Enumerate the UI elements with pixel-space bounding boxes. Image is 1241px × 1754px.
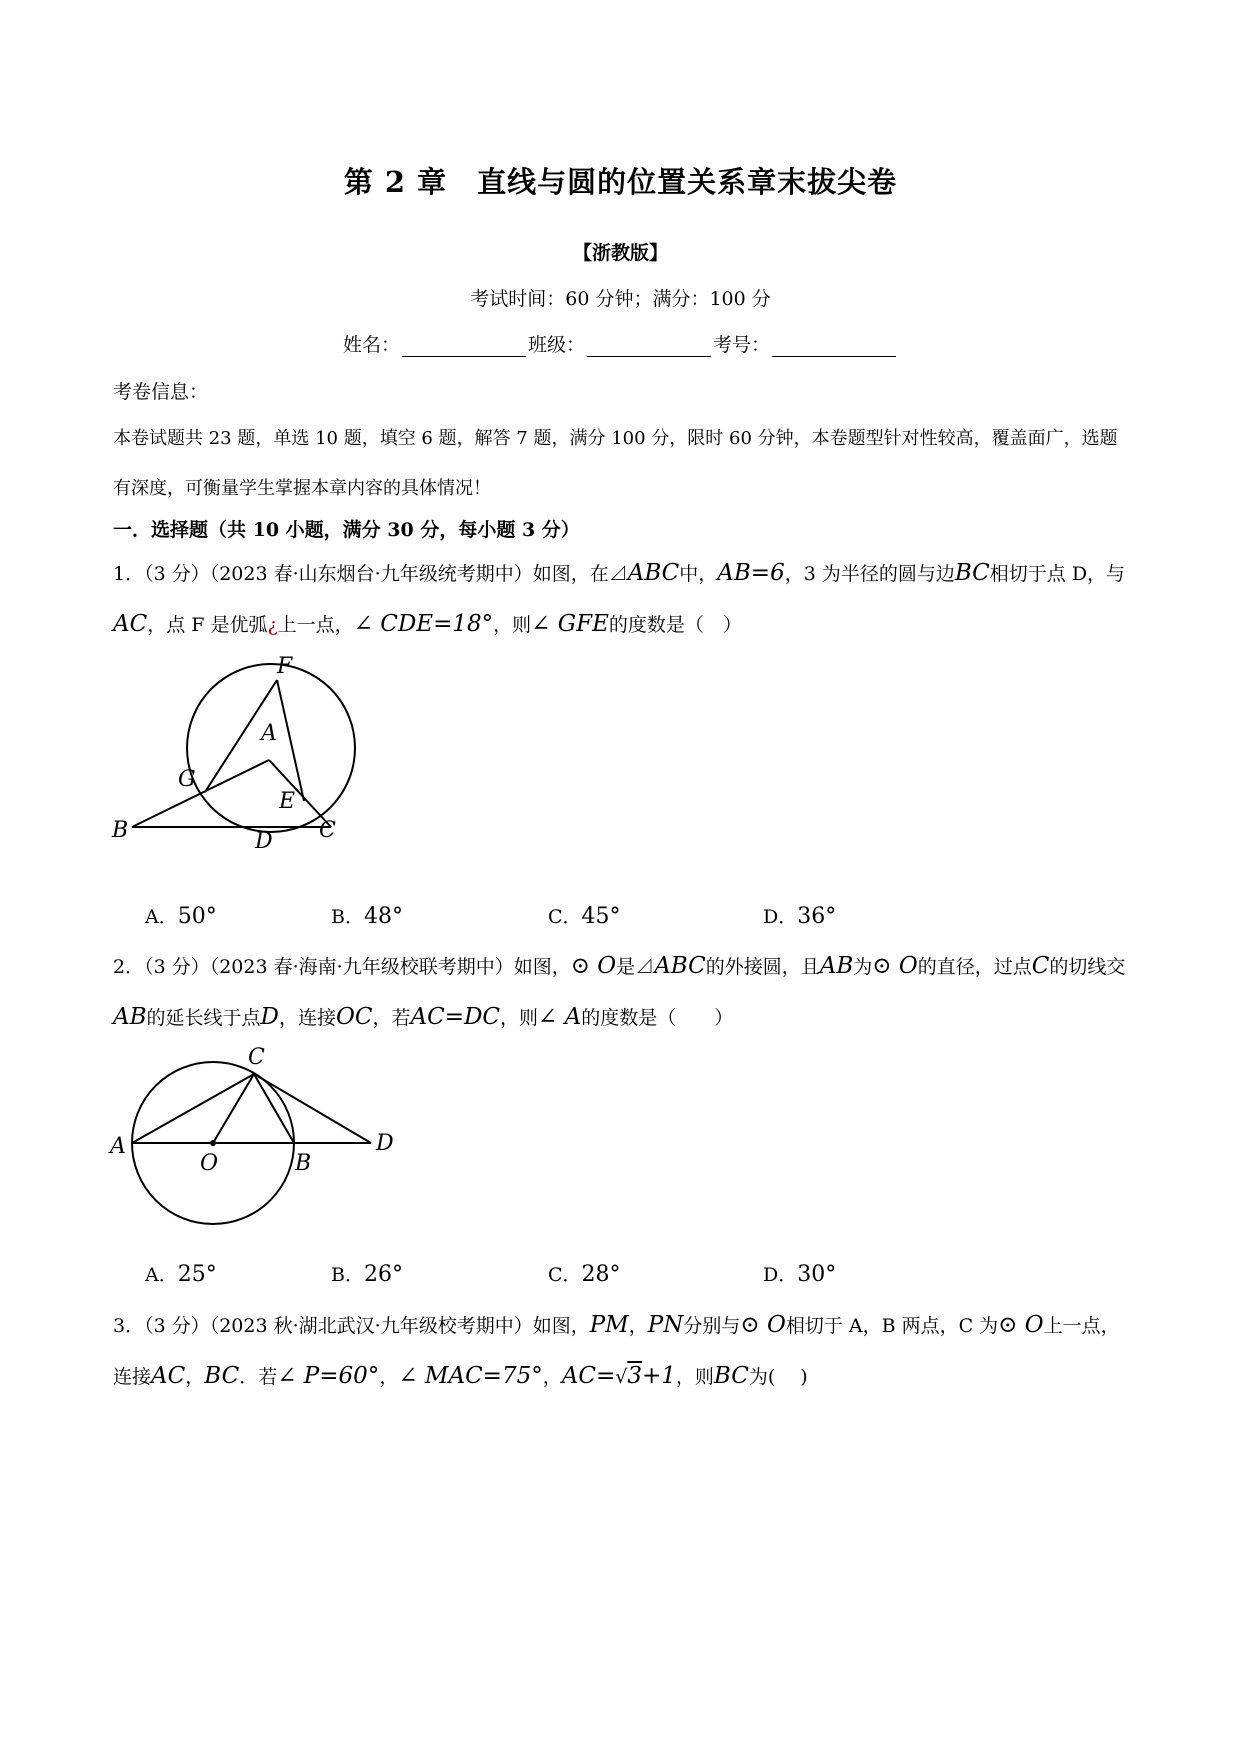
option-value: 25° [177,1262,217,1287]
q2-option-a[interactable] [145,1260,217,1287]
fig2-center-dot [210,1140,216,1146]
triangle-symbol: ⊿ [608,563,628,585]
math-angle-cde: ∠ CDE [353,611,434,637]
q2-option-d[interactable] [763,1260,836,1287]
q1-prefix: 1．（3 分）（2023 春·山东烟台·九年级统考期中）如图，在 [113,563,609,585]
q1-text: 的度数是（ ） [608,614,742,636]
q2-text: 的切线交 [1049,956,1126,978]
fig2-label-C: C [248,1045,265,1070]
math-eq: = [595,1363,616,1389]
math-eq6: =6 [750,560,785,586]
option-value: 50° [177,904,217,929]
q3-text: 上一点，连接 [113,1315,1120,1388]
name-label: 姓名： [342,334,400,356]
option-label: A． [145,1264,178,1286]
q3-prefix: 3．（3 分）（2023 秋·湖北武汉·九年级校考期中）如图， [113,1315,590,1337]
q1-text: ，点 F 是优弧 [147,614,268,636]
math-d: D [260,1004,279,1030]
fig2-line-cd [254,1074,371,1143]
math-angle-gfe: ∠ GFE [531,611,609,637]
math-eq18: =18° [433,611,494,637]
math-circle-o: ⊙ O [740,1312,786,1338]
q3-text: ， [185,1366,205,1388]
math-angle-a: ∠ A [538,1004,582,1030]
math-circle-o: ⊙ O [998,1312,1044,1338]
option-value: 28° [581,1262,621,1287]
option-value: 48° [363,904,403,929]
q3-text: 相切于 A，B 两点，C 为 [785,1315,999,1337]
option-value: 36° [797,904,837,929]
question-2-text [113,941,1133,1043]
option-label: B． [331,906,364,928]
fig2-line-oc [213,1074,254,1143]
math-oc: OC [336,1004,373,1030]
math-eq75: =75° [482,1363,543,1389]
fig2-line-cb [254,1074,294,1143]
option-value: 30° [797,1262,837,1287]
math-circle-o: ⊙ O [570,953,617,979]
q2-text: 的直径，过点 [917,956,1032,978]
q1-option-c[interactable] [548,902,621,929]
q2-text: ，则 [500,1007,539,1029]
q2-text: 为 [853,956,873,978]
math-bc: BC [204,1363,240,1389]
q1-option-a[interactable] [145,902,217,929]
option-label: A． [145,906,178,928]
fig1-label-B: B [112,818,129,843]
math-ac: AC [151,1363,186,1389]
math-c: C [1031,953,1050,979]
fig1-line-ba [132,760,269,827]
q3-text: 为( ) [748,1366,808,1388]
q1-text: 中， [679,563,718,585]
q3-text: ， [628,1315,648,1337]
fig1-label-D: D [255,829,273,854]
q2-text: 的度数是（ ） [581,1007,734,1029]
q3-text: ，则 [675,1366,714,1388]
option-label: B． [331,1264,364,1286]
math-angle-mac: ∠ MAC [398,1363,483,1389]
question-1-text [113,548,1133,650]
info-heading: 考卷信息： [113,381,209,403]
math-angle-p: ∠ P [277,1363,320,1389]
q1-text: 相切于点 D，与 [989,563,1126,585]
math-circle-o: ⊙ O [872,953,918,979]
page-title: 第 2 章 直线与圆的位置关系章末拔尖卷 [343,165,898,199]
math-ac-eq-dc: AC=DC [410,1004,501,1030]
option-value: 26° [363,1262,403,1287]
q2-text: ，若 [372,1007,411,1029]
name-blank[interactable] [402,336,526,357]
q1-option-d[interactable] [763,902,836,929]
option-label: D． [763,906,798,928]
figure-question-1 [105,648,405,863]
q3-text: ．若 [239,1366,278,1388]
fig1-label-E: E [279,789,296,814]
id-blank[interactable] [772,336,896,357]
option-label: D． [763,1264,798,1286]
fig1-label-G: G [178,767,196,792]
math-plus1: +1 [641,1363,676,1389]
q2-text: 是 [616,956,636,978]
fig1-label-C: C [319,818,336,843]
q1-option-b[interactable] [331,902,403,929]
math-bc: BC [713,1363,749,1389]
q2-text: ，连接 [278,1007,336,1029]
section-heading-choice: 一．选择题（共 10 小题，满分 30 分，每小题 3 分） [113,519,580,541]
q3-text: 分别与 [683,1315,741,1337]
q3-text: ， [379,1366,399,1388]
math-ab: AB [819,953,854,979]
fig2-label-D: D [376,1131,394,1156]
math-ab: AB [717,560,751,586]
math-eq60: =60° [319,1363,380,1389]
sqrt-sign: √ [615,1366,628,1388]
fig2-label-A: A [110,1134,126,1159]
math-ac: AC [561,1363,596,1389]
exam-time-score: 考试时间：60 分钟；满分：100 分 [470,288,771,310]
q2-text: 的外接圆，且 [705,956,820,978]
option-label: C． [548,1264,582,1286]
q2-prefix: 2．（3 分）（2023 春·海南·九年级校联考期中）如图， [113,956,571,978]
math-ab: AB [113,1004,147,1030]
math-abc: ABC [654,953,706,979]
q3-text: ， [542,1366,562,1388]
q1-text: ，3 为半径的圆与边 [784,563,955,585]
q2-option-b[interactable] [331,1260,403,1287]
q2-option-c[interactable] [548,1260,621,1287]
edition-label: 【浙教版】 [572,242,668,264]
fig2-label-B: B [295,1151,312,1176]
option-value: 45° [581,904,621,929]
question-3-text [113,1300,1133,1402]
math-ac: AC [113,611,148,637]
math-abc: ABC [627,560,680,586]
class-label: 班级： [527,334,585,356]
fig1-label-F: F [277,654,293,679]
info-body: 本卷试题共 23 题，单选 10 题，填空 6 题，解答 7 题，满分 100 分，限时 60 分钟，本卷题型针对性较高，覆盖面广，选题有深度，可衡量学生掌握本章内容的具体情况！ [113,428,1118,499]
math-pm: PM [589,1312,629,1338]
fig1-label-A: A [261,721,277,746]
math-sqrt3: 3 [627,1363,642,1389]
q1-text: 上一点， [277,614,354,636]
triangle-symbol: ⊿ [635,956,655,978]
arc-symbol: ¿ [267,614,278,636]
math-bc: BC [954,560,990,586]
math-pn: PN [647,1312,684,1338]
class-blank[interactable] [587,336,711,357]
fig2-line-ac [132,1074,254,1143]
fig2-label-O: O [200,1151,219,1176]
figure-question-2 [105,1030,415,1240]
option-label: C． [548,906,582,928]
id-label: 考号： [713,334,771,356]
q1-text: ，则 [493,614,532,636]
q2-text: 的延长线于点 [146,1007,261,1029]
student-info-line [0,330,1241,357]
